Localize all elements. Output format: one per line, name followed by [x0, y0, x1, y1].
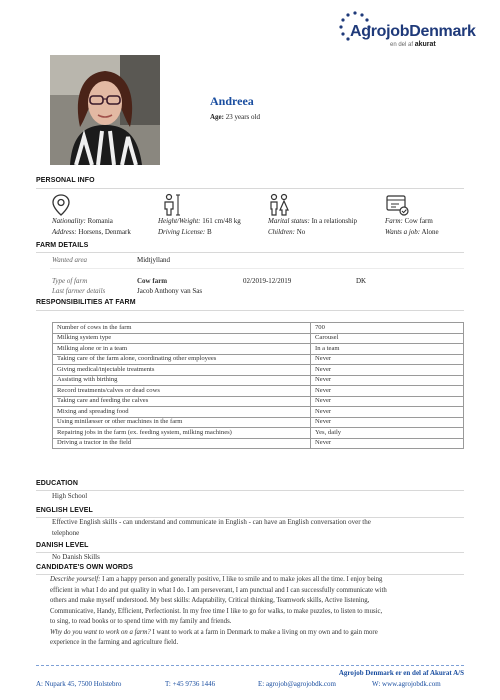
farm-label: Farm:: [385, 217, 403, 225]
describe-yourself-text: [50, 575, 464, 649]
responsibility-value: Never: [311, 386, 464, 397]
responsibility-value: Yes, daily: [311, 428, 464, 439]
footer-phone[interactable]: T: +45 9736 1446: [165, 680, 216, 688]
section-divider: [36, 252, 464, 253]
driving-license-value: B: [207, 228, 212, 236]
responsibilities-table: [52, 322, 464, 449]
marital-status-label: Marital status:: [268, 217, 310, 225]
farm-details-title: FARM DETAILS: [36, 242, 89, 249]
table-row: [53, 375, 464, 386]
responsibility-value: Never: [311, 365, 464, 376]
agrojob-logo: [330, 8, 476, 54]
describe-line: efficient in what I do and put quality in what I do. I am perseverant, I am punctual and I can successfully communicate with: [50, 586, 387, 594]
responsibility-value: Never: [311, 438, 464, 449]
responsibility-task: Repairing jobs in the farm (ex. feeding system, milking machines): [53, 428, 311, 439]
address-row: [52, 228, 131, 237]
danish-level-value: No Danish Skills: [52, 553, 100, 561]
height-weight-label: Height/Weight:: [158, 217, 201, 225]
why-farm-line: [50, 628, 464, 639]
responsibility-task: Taking care of the farm alone, coordinating other employees: [53, 354, 311, 365]
footer-divider: [36, 665, 464, 666]
candidate-age: [210, 113, 260, 122]
row-divider: [50, 268, 464, 269]
responsibility-task: Milking alone or in a team: [53, 344, 311, 355]
section-divider: [36, 552, 464, 553]
wants-job-value: Alone: [421, 228, 439, 236]
table-row: [53, 344, 464, 355]
responsibility-task: Using minilæsser or other machines in the farm: [53, 417, 311, 428]
nationality-label: Nationality:: [52, 217, 86, 225]
responsibility-task: Driving a tractor in the field: [53, 438, 311, 449]
responsibility-value: Never: [311, 375, 464, 386]
driving-license-row: [158, 228, 212, 237]
nationality-row: [52, 217, 113, 226]
english-level-title: ENGLISH LEVEL: [36, 507, 93, 514]
own-words-title: CANDIDATE'S OWN WORDS: [36, 564, 133, 571]
farm-country: DK: [356, 277, 367, 285]
logo-sub-company: akurat: [414, 41, 436, 48]
describe-line: to sing, to read books or to spend time with my family and friends.: [50, 618, 232, 625]
section-divider: [36, 490, 464, 491]
responsibility-value: Carousel: [311, 333, 464, 344]
education-value: High School: [52, 492, 88, 500]
last-farmer-value: Jacob Anthony van Sas: [137, 287, 203, 295]
personal-info-title: PERSONAL INFO: [36, 177, 95, 184]
footer-address: A: Nupark 45, 7500 Holstebro: [36, 680, 122, 688]
why-farm-label: Why do you want to work on a farm?: [50, 628, 151, 636]
wants-job-label: Wants a job:: [385, 228, 421, 236]
responsibilities-title: RESPONSIBILITIES AT FARM: [36, 299, 136, 306]
why-farm-line: experience in the farming and agriculture field.: [50, 639, 179, 646]
responsibility-value: Never: [311, 407, 464, 418]
height-weight-value: 161 cm/48 kg: [202, 217, 241, 225]
wants-job-row: [385, 228, 439, 237]
type-of-farm-value: Cow farm: [137, 277, 168, 285]
logo-sub-prefix: en del af: [390, 42, 414, 48]
marital-status-value: In a relationship: [311, 217, 358, 225]
responsibility-task: Milking system type: [53, 333, 311, 344]
why-farm-text: I want to work at a farm in Denmark to make a living on my own and to gain more: [152, 628, 378, 636]
portrait-image: [50, 55, 160, 165]
table-row: [53, 417, 464, 428]
table-row: [53, 396, 464, 407]
responsibility-task: Taking care and feeding the calves: [53, 396, 311, 407]
age-value: 23 years old: [225, 113, 260, 121]
table-row: [53, 354, 464, 365]
english-level-line-2: telephone: [52, 529, 80, 537]
describe-line-text: I am a happy person and generally positive, I like to smile and to make jokes all the time. I enjoy being: [102, 576, 383, 583]
children-row: [268, 228, 305, 237]
table-row: [53, 407, 464, 418]
responsibility-value: Never: [311, 417, 464, 428]
table-row: [53, 386, 464, 397]
describe-line: [50, 575, 464, 586]
responsibility-task: Record treatments/calves or dead cows: [53, 386, 311, 397]
logo-wordmark: AgrojobDenmark: [350, 23, 476, 40]
children-label: Children:: [268, 228, 295, 236]
last-farmer-label: Last farmer details: [52, 287, 106, 295]
table-row: [53, 323, 464, 334]
responsibility-task: Assisting with birthing: [53, 375, 311, 386]
responsibility-value: Never: [311, 354, 464, 365]
english-level-line-1: Effective English skills - can understand and communicate in English - can have an English conversation over the: [52, 518, 371, 526]
footer-website[interactable]: W: www.agrojobdk.com: [372, 680, 441, 688]
responsibility-value: 700: [311, 323, 464, 334]
location-pin-icon: [48, 192, 74, 218]
section-divider: [36, 188, 464, 189]
type-of-farm-label: Type of farm: [52, 277, 88, 285]
marital-status-row: [268, 217, 357, 226]
couple-icon: [266, 192, 292, 218]
education-title: EDUCATION: [36, 480, 78, 487]
responsibility-task: Number of cows in the farm: [53, 323, 311, 334]
table-row: [53, 365, 464, 376]
describe-line: Communicative, Handy, Efficient, Perfectionist. In my free time I like to go for walks, to make puzzles, to listen to music,: [50, 607, 383, 615]
driving-license-label: Driving License:: [158, 228, 206, 236]
address-value: Horsens, Denmark: [78, 228, 131, 236]
footer-email[interactable]: E: agrojob@agrojobdk.com: [258, 680, 336, 688]
table-row: [53, 438, 464, 449]
responsibility-task: Mixing and spreading food: [53, 407, 311, 418]
section-divider: [36, 310, 464, 311]
footer-company: Agrojob Denmark er en del af Akurat A/S: [338, 669, 464, 677]
wanted-area-value: Midtjylland: [137, 256, 171, 264]
farm-value: Cow farm: [404, 217, 433, 225]
danish-level-title: DANISH LEVEL: [36, 542, 89, 549]
address-label: Address:: [52, 228, 77, 236]
age-label: Age:: [210, 113, 224, 121]
table-row: [53, 333, 464, 344]
farm-job-icon: [384, 192, 410, 218]
nationality-value: Romania: [87, 217, 113, 225]
farm-period: 02/2019-12/2019: [243, 277, 292, 285]
person-height-icon: [158, 192, 184, 218]
candidate-photo: [50, 55, 160, 165]
farm-row: [385, 217, 433, 226]
responsibility-task: Giving medical/injectable treatments: [53, 365, 311, 376]
describe-line: others and make myself understood. My best skills: Adaptability, Critical thinking, Teamwork skills, Active listening,: [50, 597, 370, 604]
table-row: [53, 428, 464, 439]
logo-subtitle: [390, 41, 436, 50]
responsibility-value: In a team: [311, 344, 464, 355]
responsibility-value: Never: [311, 396, 464, 407]
describe-label: Describe yourself:: [50, 576, 101, 583]
children-value: No: [296, 228, 306, 236]
candidate-name: Andreea: [210, 94, 254, 108]
wanted-area-label: Wanted area: [52, 256, 88, 264]
height-weight-row: [158, 217, 241, 226]
